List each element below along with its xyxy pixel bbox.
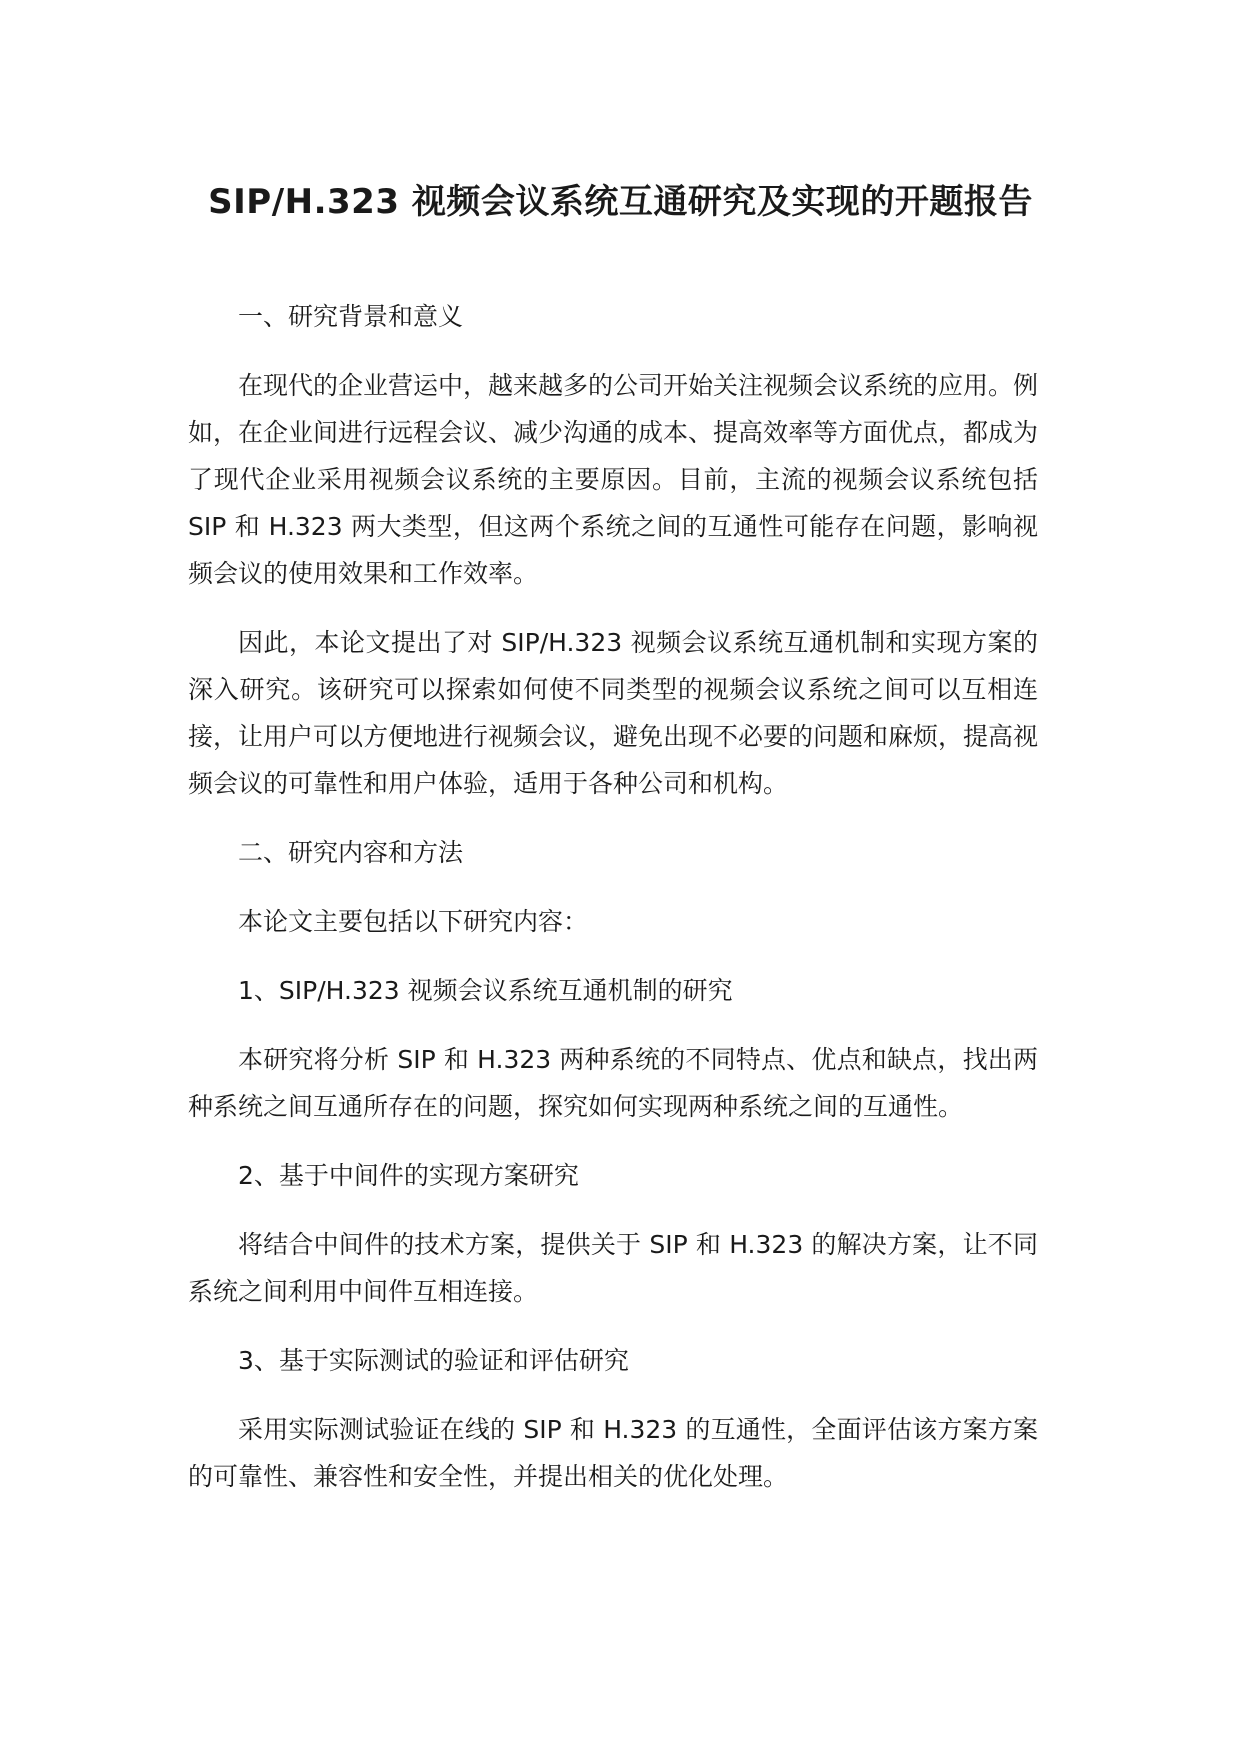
subheading-middleware-solution: 2、基于中间件的实现方案研究 — [238, 1161, 579, 1190]
paragraph-testing-evaluation: 采用实际测试验证在线的 SIP 和 H.323 的互通性，全面评估该方案方案的可靠性、兼容性和安全性，并提出相关的优化处理。 — [188, 1415, 1038, 1491]
content-intro-line: 本论文主要包括以下研究内容： — [238, 907, 589, 936]
paragraph-middleware-solution: 将结合中间件的技术方案，提供关于 SIP 和 H.323 的解决方案，让不同系统之间利用中间件互相连接。 — [188, 1230, 1038, 1306]
document-title: SIP/H.323 视频会议系统互通研究及实现的开题报告 — [208, 182, 1033, 222]
subheading-testing-evaluation: 3、基于实际测试的验证和评估研究 — [238, 1346, 629, 1375]
paragraph-interop-mechanism: 本研究将分析 SIP 和 H.323 两种系统的不同特点、优点和缺点，找出两种系统之间互通所存在的问题，探究如何实现两种系统之间的互通性。 — [188, 1045, 1038, 1121]
subheading-interop-mechanism: 1、SIP/H.323 视频会议系统互通机制的研究 — [238, 976, 733, 1005]
paragraph-background-1: 在现代的企业营运中，越来越多的公司开始关注视频会议系统的应用。例如，在企业间进行远程会议、减少沟通的成本、提高效率等方面优点，都成为了现代企业采用视频会议系统的主要原因。目前，主流的视频会议系统包括 SIP 和 H.323 两大类型，但这两个系统之间的互通性可能存在问题，影响视频会议的使用效果和工作效率。 — [188, 371, 1039, 588]
section-heading-content-method: 二、研究内容和方法 — [238, 838, 464, 867]
document-body — [188, 293, 1038, 1522]
section-heading-background: 一、研究背景和意义 — [238, 302, 464, 331]
paragraph-background-2: 因此，本论文提出了对 SIP/H.323 视频会议系统互通机制和实现方案的深入研究。该研究可以探索如何使不同类型的视频会议系统之间可以互相连接，让用户可以方便地进行视频会议，避免出现不必要的问题和麻烦，提高视频会议的可靠性和用户体验，适用于各种公司和机构。 — [188, 628, 1039, 798]
